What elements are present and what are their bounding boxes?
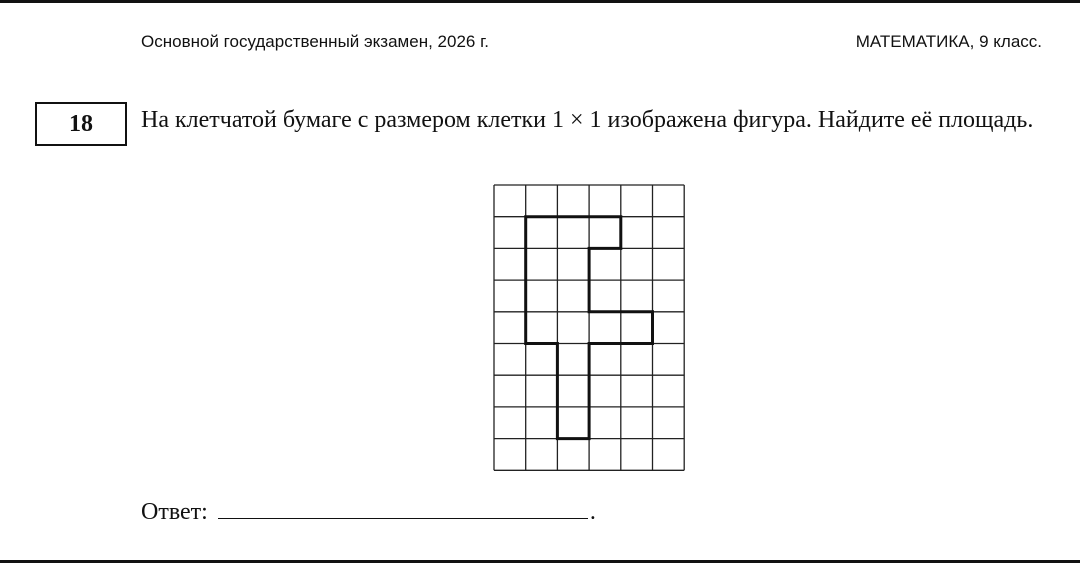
task-statement: На клетчатой бумаге с размером клетки 1 × 1 изображена фигура. Найдите её площадь. — [141, 107, 1034, 133]
grid-figure-svg — [492, 183, 687, 473]
grid-figure — [492, 183, 687, 478]
answer-field[interactable] — [218, 492, 588, 519]
exam-title: Основной государственный экзамен, 2026 г. — [141, 32, 489, 51]
answer-row — [141, 492, 596, 526]
task-number-box: 18 — [35, 102, 127, 146]
answer-label: Ответ: — [141, 499, 208, 525]
subject-label: МАТЕМАТИКА, 9 класс. — [855, 32, 1042, 51]
top-rule — [0, 0, 1080, 3]
answer-period: . — [589, 499, 596, 525]
bottom-rule — [0, 560, 1080, 563]
